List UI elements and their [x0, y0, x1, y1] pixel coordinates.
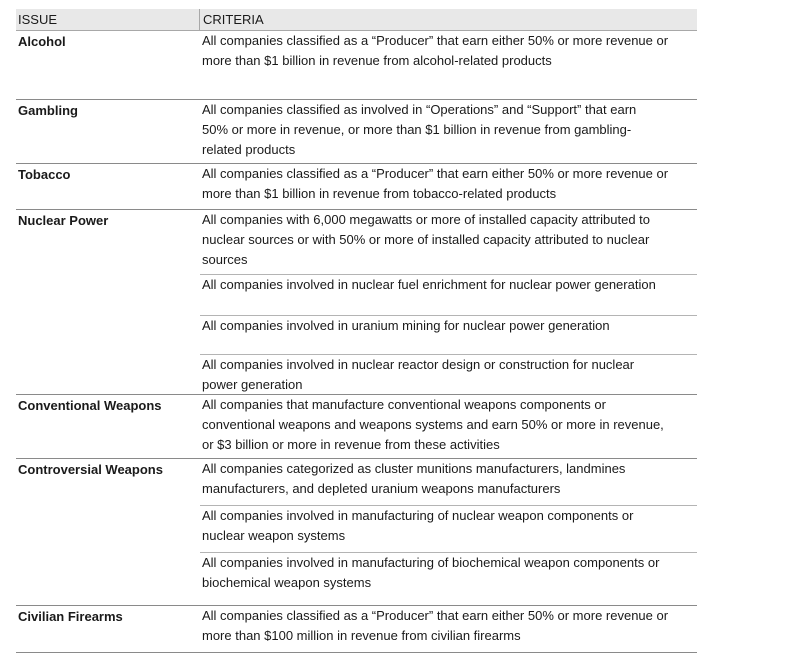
criteria-line: All companies involved in uranium mining for nuclear power generation — [202, 318, 610, 333]
criteria-cell — [200, 315, 697, 354]
criteria-cell — [200, 274, 697, 315]
criteria-line: more than $1 billion in revenue from tobacco-related products — [202, 186, 557, 201]
criteria-line: All companies categorized as cluster munitions manufacturers, landmines — [202, 461, 626, 476]
criteria-line: nuclear weapon systems — [202, 528, 346, 543]
criteria-line: All companies with 6,000 megawatts or more of installed capacity attributed to — [202, 212, 651, 227]
criteria-cell — [200, 606, 697, 646]
table-row — [16, 606, 697, 653]
criteria-cell — [200, 100, 697, 160]
criteria-cell — [200, 395, 697, 455]
exclusion-criteria-table — [16, 9, 697, 653]
criteria-line: All companies classified as a “Producer” that earn either 50% or more revenue or — [202, 166, 669, 181]
criteria-line: All companies involved in nuclear reactor design or construction for nuclear — [202, 357, 635, 372]
criteria-line: more than $1 billion in revenue from alcohol-related products — [202, 53, 552, 68]
issue-label: Tobacco — [18, 167, 71, 182]
criteria-line: power generation — [202, 377, 303, 392]
criteria-column-header: CRITERIA — [203, 12, 264, 27]
criteria-cell — [200, 459, 697, 505]
table-row — [16, 100, 697, 164]
criteria-line: sources — [202, 252, 248, 267]
criteria-line: All companies classified as involved in “Operations” and “Support” that earn — [202, 102, 637, 117]
criteria-line: related products — [202, 142, 296, 157]
issue-label: Gambling — [18, 103, 78, 118]
criteria-cell — [200, 164, 697, 204]
table-header — [16, 9, 697, 31]
criteria-cell — [200, 210, 697, 274]
criteria-line: 50% or more in revenue, or more than $1 billion in revenue from gambling- — [202, 122, 632, 137]
issue-label: Controversial Weapons — [18, 462, 163, 477]
criteria-line: manufacturers, and depleted uranium weapons manufacturers — [202, 481, 561, 496]
criteria-line: All companies involved in nuclear fuel enrichment for nuclear power generation — [202, 277, 656, 292]
criteria-line: All companies classified as a “Producer” that earn either 50% or more revenue or — [202, 608, 669, 623]
issue-column-header: ISSUE — [18, 12, 58, 27]
table-row — [16, 31, 697, 100]
criteria-line: nuclear sources or with 50% or more of installed capacity attributed to nuclear — [202, 232, 650, 247]
criteria-line: All companies classified as a “Producer” that earn either 50% or more revenue or — [202, 33, 669, 48]
column-divider — [199, 9, 200, 30]
criteria-cell — [200, 354, 697, 393]
issue-label: Nuclear Power — [18, 213, 109, 228]
table-row — [16, 164, 697, 210]
criteria-cell — [200, 552, 697, 603]
issue-label: Alcohol — [18, 34, 66, 49]
issue-label: Conventional Weapons — [18, 398, 162, 413]
table-row — [16, 395, 697, 459]
criteria-line: or $3 billion or more in revenue from these activities — [202, 437, 500, 452]
table-row — [16, 459, 697, 606]
criteria-line: biochemical weapon systems — [202, 575, 372, 590]
criteria-line: All companies involved in manufacturing of nuclear weapon components or — [202, 508, 634, 523]
criteria-line: All companies that manufacture conventional weapons components or — [202, 397, 606, 412]
criteria-line: more than $100 million in revenue from civilian firearms — [202, 628, 521, 643]
criteria-line: All companies involved in manufacturing of biochemical weapon components or — [202, 555, 660, 570]
issue-label: Civilian Firearms — [18, 609, 123, 624]
criteria-cell — [200, 31, 697, 99]
criteria-line: conventional weapons and weapons systems and earn 50% or more in revenue, — [202, 417, 664, 432]
criteria-cell — [200, 505, 697, 552]
table-row — [16, 210, 697, 395]
